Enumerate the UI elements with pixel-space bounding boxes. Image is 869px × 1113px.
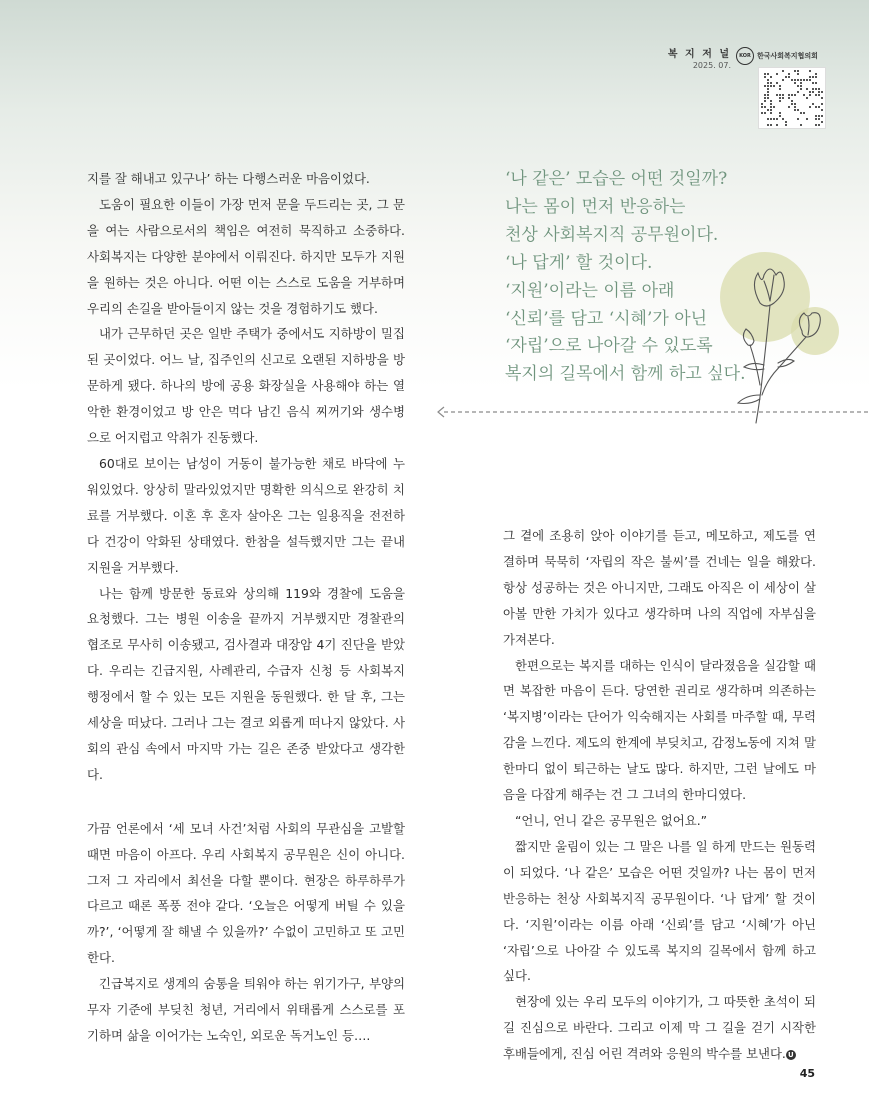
paragraph [87, 451, 405, 581]
paragraph-text: 지를 잘 해내고 있구나’ 하는 다행스러운 마음이었다. [87, 171, 370, 186]
magazine-title: 복 지 저 널 [667, 49, 731, 60]
paragraph-text: 도움이 필요한 이들이 가장 먼저 문을 두드리는 곳, 그 문을 여는 사람으로서의 책임은 여전히 묵직하고 소중하다. 사회복지는 다양한 분야에서 이뤄진다. 하지만 모두가 지원을 원하는 것은 아니다. 어떤 이는 스스로 도움을 거부하며 우리의 손길을 받아들이지 않는 것을 경험하기도 했다. [87, 196, 405, 316]
pull-quote [505, 166, 805, 389]
org-logo [736, 47, 818, 65]
pull-quote-line: ‘신뢰’를 담고 ‘시혜’가 아닌 [505, 308, 708, 329]
paragraph-text: 60대로 보이는 남성이 거동이 불가능한 채로 바닥에 누워있었다. 앙상히 말라있었지만 명확한 의식으로 완강히 치료를 거부했다. 이혼 후 혼자 살아온 그는 일용직을 전전하다 건강이 악화된 상태였다. 한참을 설득했지만 그는 끝내 지원을 거부했다. [87, 455, 405, 575]
paragraph [503, 808, 816, 834]
page-number: 45 [799, 1067, 815, 1080]
paragraph [87, 581, 405, 788]
left-text-column [87, 166, 405, 1049]
end-mark-icon: U [786, 1050, 796, 1060]
paragraph-text: 그 곁에 조용히 앉아 이야기를 듣고, 메모하고, 제도를 연결하며 묵묵히 ‘자립의 작은 불씨’를 건네는 일을 해왔다. 항상 성공하는 것은 아니지만, 그래도 아직은 이 세상이 살아볼 만한 가치가 있다고 생각하며 나의 직업에 자부심을 가져본다. [503, 528, 816, 647]
paragraph [503, 834, 816, 989]
paragraph-gap [87, 788, 405, 816]
paragraph [87, 192, 405, 322]
pull-quote-line: 천상 사회복지직 공무원이다. [505, 224, 719, 245]
paragraph-text: 짧지만 울림이 있는 그 말은 나를 일 하게 만드는 원동력이 되었다. ‘나 같은’ 모습은 어떤 것일까? 나는 몸이 먼저 반응하는 천상 사회복지직 공무원이다. ‘나 답게’ 할 것이다. ‘지원’이라는 이름 아래 ‘신뢰’를 담고 ‘시혜’가 아닌 ‘자립’으로 나아갈 수 있도록 복지의 길목에서 함께 하고 싶다. [503, 838, 816, 984]
paragraph-text: 가끔 언론에서 ‘세 모녀 사건’처럼 사회의 무관심을 고발할 때면 마음이 아프다. 우리 사회복지 공무원은 신이 아니다. 그저 그 자리에서 최선을 다할 뿐이다. 현장은 하루하루가 다르고 때론 폭풍 전야 같다. ‘오늘은 어떻게 버틸 수 있을까?’, ‘어떻게 잘 해낼 수 있을까?’ 수없이 고민하고 또 고민 한다. [87, 820, 405, 966]
page-header [656, 45, 821, 130]
paragraph-text: 내가 근무하던 곳은 일반 주택가 중에서도 지하방이 밀집된 곳이었다. 어느 날, 집주인의 신고로 오랜된 지하방을 방문하게 됐다. 하나의 방에 공용 화장실을 사용해야 하는 열악한 환경이었고 방 안은 먹다 남긴 음식 찌꺼기와 생수병으로 어지럽고 악취가 진동했다. [87, 326, 405, 446]
paragraph [503, 653, 816, 808]
pull-quote-line: ‘나 답게’ 할 것이다. [505, 252, 653, 273]
paragraph [503, 989, 816, 1067]
org-logo-icon: KOR [736, 47, 754, 65]
pull-quote-line: ‘나 같은’ 모습은 어떤 것일까? [505, 169, 728, 189]
pull-quote-line: ‘지원’이라는 이름 아래 [505, 280, 675, 301]
paragraph [87, 971, 405, 1049]
paragraph-text: 현장에 있는 우리 모두의 이야기가, 그 따뜻한 초석이 되길 진심으로 바란다. 그리고 이제 막 그 길을 걷기 시작한 후배들에게, 진심 어린 격려와 응원의 박수를 보낸다. [503, 994, 816, 1062]
paragraph-text: 긴급복지로 생계의 숨통을 틔워야 하는 위기가구, 부양의무자 기준에 부딪친 청년, 거리에서 위태롭게 스스로를 포기하며 삶을 이어가는 노숙인, 외로운 독거노인 등…. [87, 976, 405, 1043]
paragraph [87, 816, 405, 971]
org-name: 한국사회복지협의회 [757, 52, 818, 60]
paragraph-text: “언니, 언니 같은 공무원은 없어요.” [515, 812, 708, 828]
right-text-column [503, 523, 816, 1067]
paragraph-text: 나는 함께 방문한 동료와 상의해 119와 경찰에 도움을 요청했다. 그는 병원 이송을 끝까지 거부했지만 경찰관의 협조로 무사히 이송됐고, 검사결과 대장암 4기 진단을 받았다. 우리는 긴급지원, 사례관리, 수급자 신청 등 사회복지 행정에서 할 수 있는 모든 지원을 동원했다. 한 달 후, 그는 세상을 떠났다. 그러나 그는 결코 외롭게 떠나지 않았다. 사회의 관심 속에서 마지막 가는 길은 존중 받았다고 생각한다. [87, 585, 405, 782]
paragraph [87, 321, 405, 451]
paragraph [87, 166, 405, 192]
magazine-info [656, 45, 731, 70]
issue-date: 2025. 07. [692, 61, 731, 70]
pull-quote-line: ‘자립’으로 나아갈 수 있도록 [505, 336, 713, 357]
paragraph-text: 한편으로는 복지를 대하는 인식이 달라졌음을 실감할 때면 복잡한 마음이 든다. 당연한 권리로 생각하며 의존하는 ‘복지병’이라는 단어가 익숙해지는 사회를 마주할 때, 무력감을 느낀다. 제도의 한계에 부딪치고, 감정노동에 지쳐 말 한마디 없이 퇴근하는 날도 많다. 하지만, 그런 날에도 마음을 다잡게 해주는 건 그 그녀의 한마디였다. [503, 657, 816, 803]
pull-quote-line: 복지의 길목에서 함께 하고 싶다. [505, 364, 746, 385]
pull-quote-line: 나는 몸이 먼저 반응하는 [505, 196, 686, 217]
qr-code-icon [758, 67, 826, 129]
paragraph [503, 523, 816, 653]
